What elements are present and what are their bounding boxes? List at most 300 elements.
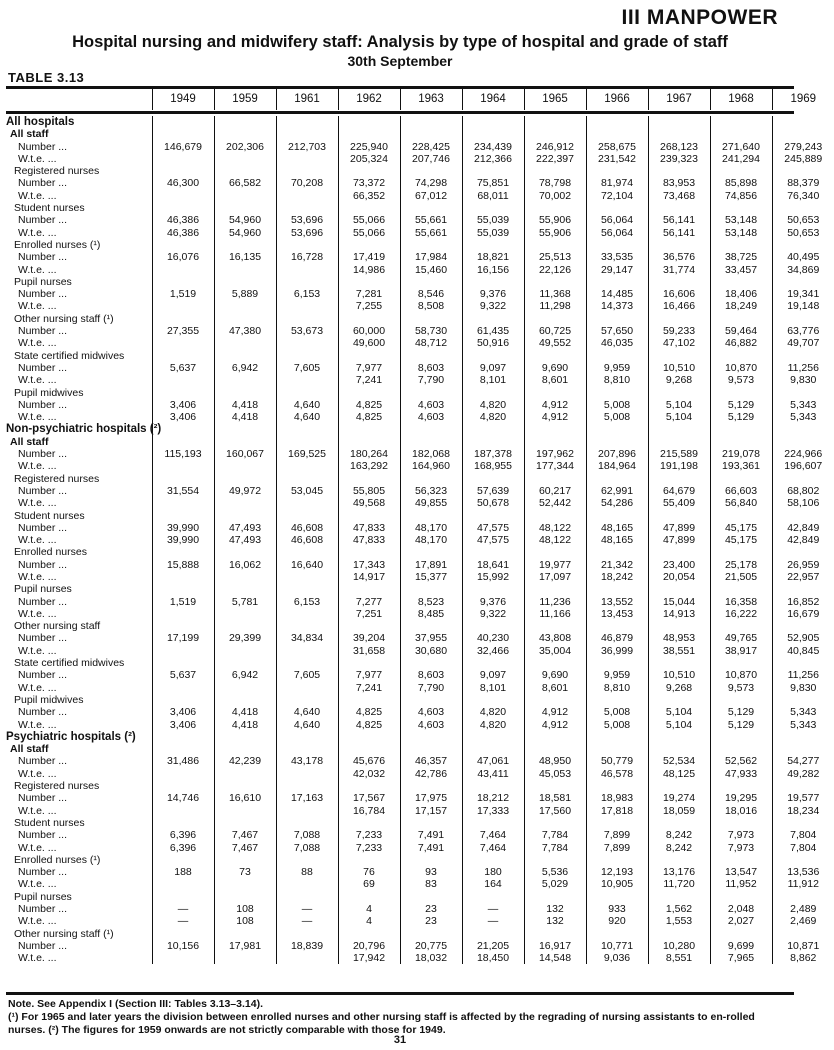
row-label: Number ... (18, 325, 68, 338)
table-cell: 180,264 (338, 448, 400, 460)
table-cell (338, 350, 400, 362)
table-row (6, 227, 834, 239)
table-cell: 17,560 (524, 805, 586, 817)
table-cell (338, 694, 400, 706)
table-cell: 5,129 (710, 399, 772, 411)
table-cell: 16,156 (462, 264, 524, 276)
table-cell (152, 743, 214, 755)
table-cell: 920 (586, 915, 648, 927)
table-cell: 5,343 (772, 399, 834, 411)
table-cell: 23,400 (648, 559, 710, 571)
table-cell: 47,061 (462, 755, 524, 767)
table-cell: 9,322 (462, 608, 524, 620)
table-cell: 132 (524, 915, 586, 927)
table-cell: 933 (586, 903, 648, 915)
year-header-cell: 1967 (648, 88, 710, 110)
table-cell: 7,804 (772, 842, 834, 854)
table-cell (524, 276, 586, 288)
table-cell: 49,765 (710, 632, 772, 644)
table-cell: 57,650 (586, 325, 648, 337)
table-cell: 7,241 (338, 374, 400, 386)
table-cell: 5,104 (648, 411, 710, 423)
table-group-row (6, 780, 834, 792)
note-line: Note. See Appendix I (Section III: Tables 3.13–3.14). (8, 998, 263, 1010)
table-cell (648, 694, 710, 706)
table-cell: 4,912 (524, 411, 586, 423)
table-cell: 68,802 (772, 485, 834, 497)
table-cell: 246,912 (524, 141, 586, 153)
table-cell (524, 928, 586, 940)
table-cell (648, 387, 710, 399)
table-cell (152, 583, 214, 595)
footnote-text: (¹) For 1965 and later years the division between enrolled nurses and other nursing staff is affected by the regrading of nursing assistants to en-rolled nurses. (²) The figures for 1959 onwards are not strictly comparable with those for 1949. (8, 1011, 755, 1036)
table-cell (276, 546, 338, 558)
table-cell: 56,141 (648, 227, 710, 239)
table-cell: 2,469 (772, 915, 834, 927)
table-cell: 17,163 (276, 792, 338, 804)
table-row (6, 337, 834, 349)
table-cell (276, 202, 338, 214)
table-cell: 64,679 (648, 485, 710, 497)
table-cell (152, 116, 214, 128)
table-cell (648, 436, 710, 448)
table-cell (586, 780, 648, 792)
table-cell (152, 510, 214, 522)
table-cell: 58,730 (400, 325, 462, 337)
table-cell: 56,323 (400, 485, 462, 497)
table-row (6, 559, 834, 571)
table-cell: 6,942 (214, 669, 276, 681)
table-cell: 188 (152, 866, 214, 878)
table-cell (152, 780, 214, 792)
table-cell: 18,234 (772, 805, 834, 817)
table-cell: 55,066 (338, 227, 400, 239)
row-label: Non-psychiatric hospitals (²) (6, 423, 162, 436)
table-cell: 17,942 (338, 952, 400, 964)
table-cell: 49,282 (772, 768, 834, 780)
table-cell: 46,879 (586, 632, 648, 644)
table-cell (586, 473, 648, 485)
table-cell: 35,004 (524, 645, 586, 657)
table-cell (276, 423, 338, 435)
row-label: Enrolled nurses (14, 546, 87, 559)
table-cell (648, 657, 710, 669)
table-cell: 46,608 (276, 522, 338, 534)
table-cell (338, 731, 400, 743)
table-cell: 48,950 (524, 755, 586, 767)
table-cell (338, 436, 400, 448)
table-cell (214, 583, 276, 595)
table-row (6, 411, 834, 423)
table-cell (524, 473, 586, 485)
table-cell (772, 657, 834, 669)
table-cell (152, 264, 214, 276)
table-cell: 48,122 (524, 534, 586, 546)
table-cell (276, 190, 338, 202)
table-cell: 6,153 (276, 288, 338, 300)
table-group-row (6, 350, 834, 362)
table-cell: 45,053 (524, 768, 586, 780)
table-cell: 17,419 (338, 251, 400, 263)
table-cell: 17,975 (400, 792, 462, 804)
table-cell: 68,011 (462, 190, 524, 202)
section-heading: III MANPOWER (621, 6, 778, 29)
row-label: Number ... (18, 140, 68, 153)
table-cell: 5,781 (214, 596, 276, 608)
table-cell: 47,493 (214, 522, 276, 534)
table-cell: 46,608 (276, 534, 338, 546)
row-label: Number ... (18, 755, 68, 768)
table-cell: 19,341 (772, 288, 834, 300)
table-cell (338, 276, 400, 288)
table-cell (524, 387, 586, 399)
table-cell: 10,771 (586, 940, 648, 952)
table-cell: 16,135 (214, 251, 276, 263)
table-cell: 16,062 (214, 559, 276, 571)
table-cell: 7,255 (338, 300, 400, 312)
table-cell: 16,610 (214, 792, 276, 804)
table-cell: 59,464 (710, 325, 772, 337)
table-cell: 29,147 (586, 264, 648, 276)
row-label: Registered nurses (14, 472, 100, 485)
table-cell: 53,148 (710, 227, 772, 239)
table-cell (152, 731, 214, 743)
table-cell: 6,153 (276, 596, 338, 608)
row-label: W.t.e. ... (18, 460, 57, 473)
year-header-cell: 1969 (772, 88, 834, 110)
table-cell: 197,962 (524, 448, 586, 460)
table-cell (524, 657, 586, 669)
table-cell (400, 583, 462, 595)
table-cell: 9,376 (462, 288, 524, 300)
table-cell (276, 510, 338, 522)
table-cell: 212,366 (462, 153, 524, 165)
table-cell: 7,605 (276, 669, 338, 681)
table-cell: 56,141 (648, 214, 710, 226)
table-row (6, 300, 834, 312)
table-cell (400, 817, 462, 829)
table-cell: 7,467 (214, 829, 276, 841)
table-cell: 55,039 (462, 227, 524, 239)
table-cell: 40,495 (772, 251, 834, 263)
table-cell: 17,097 (524, 571, 586, 583)
table-cell (462, 817, 524, 829)
table-cell: 23 (400, 915, 462, 927)
table-cell (524, 239, 586, 251)
table-cell: 27,355 (152, 325, 214, 337)
table-cell (462, 583, 524, 595)
table-cell: 54,960 (214, 227, 276, 239)
table-cell: 21,342 (586, 559, 648, 571)
table-cell (772, 350, 834, 362)
table-cell (586, 116, 648, 128)
row-label: W.t.e. ... (18, 841, 57, 854)
table-cell: 4,820 (462, 706, 524, 718)
table-cell: 48,125 (648, 768, 710, 780)
row-label: Pupil nurses (14, 275, 72, 288)
table-group-row (6, 387, 834, 399)
table-cell: 14,485 (586, 288, 648, 300)
table-cell: 7,281 (338, 288, 400, 300)
table-cell: 42,849 (772, 522, 834, 534)
table-cell (214, 608, 276, 620)
table-cell: 16,222 (710, 608, 772, 620)
table-cell (772, 817, 834, 829)
table-cell: 50,916 (462, 337, 524, 349)
table-cell (772, 891, 834, 903)
table-cell: 271,640 (710, 141, 772, 153)
table-cell (462, 387, 524, 399)
table-cell (152, 423, 214, 435)
table-cell: 2,027 (710, 915, 772, 927)
table-cell: 1,519 (152, 288, 214, 300)
row-label: W.t.e. ... (18, 644, 57, 657)
table-cell (152, 374, 214, 386)
table-cell: 18,406 (710, 288, 772, 300)
table-row (6, 485, 834, 497)
table-cell: 5,129 (710, 719, 772, 731)
table-row (6, 362, 834, 374)
table-group-row (6, 313, 834, 325)
row-label: Number ... (18, 398, 68, 411)
table-cell (276, 374, 338, 386)
table-row (6, 448, 834, 460)
table-cell: 18,016 (710, 805, 772, 817)
table-cell (586, 928, 648, 940)
table-row (6, 669, 834, 681)
table-cell (462, 436, 524, 448)
table-row (6, 190, 834, 202)
table-cell: 83 (400, 878, 462, 890)
table-cell (400, 743, 462, 755)
table-cell (152, 460, 214, 472)
page-number: 31 (393, 1034, 407, 1046)
row-label: Number ... (18, 866, 68, 879)
table-cell: 85,898 (710, 177, 772, 189)
table-cell: 60,217 (524, 485, 586, 497)
row-label: Number ... (18, 669, 68, 682)
table-cell (400, 436, 462, 448)
table-cell: 7,790 (400, 374, 462, 386)
table-cell: 9,097 (462, 362, 524, 374)
table-cell: 49,600 (338, 337, 400, 349)
table-cell (214, 928, 276, 940)
table-cell: 45,175 (710, 534, 772, 546)
table-cell (338, 817, 400, 829)
table-group-row (6, 743, 834, 755)
table-cell: 4,912 (524, 706, 586, 718)
table-cell: 5,104 (648, 719, 710, 731)
table-cell: 5,343 (772, 411, 834, 423)
table-cell: 47,380 (214, 325, 276, 337)
table-cell (152, 620, 214, 632)
table-cell (214, 128, 276, 140)
table-cell (524, 423, 586, 435)
table-cell (276, 952, 338, 964)
table-cell (152, 276, 214, 288)
table-cell (772, 436, 834, 448)
table-cell: 5,029 (524, 878, 586, 890)
table-cell (214, 731, 276, 743)
row-label: Student nurses (14, 509, 85, 522)
year-header-cell: 1961 (276, 88, 338, 110)
table-cell (462, 854, 524, 866)
table-cell: 4,825 (338, 399, 400, 411)
table-cell: 7,973 (710, 829, 772, 841)
table-cell: 7,977 (338, 669, 400, 681)
table-group-row (6, 239, 834, 251)
table-cell: 50,678 (462, 497, 524, 509)
table-cell (710, 891, 772, 903)
row-label: All hospitals (6, 116, 75, 128)
table-row (6, 141, 834, 153)
table-group-row (6, 731, 834, 743)
table-cell: 10,510 (648, 362, 710, 374)
table-cell (710, 128, 772, 140)
table-row (6, 325, 834, 337)
table-cell (710, 436, 772, 448)
table-cell (214, 645, 276, 657)
table-cell: 8,242 (648, 842, 710, 854)
table-cell (152, 436, 214, 448)
table-cell: 7,790 (400, 682, 462, 694)
table-cell: 9,268 (648, 682, 710, 694)
table-cell: 48,170 (400, 534, 462, 546)
table-cell (338, 473, 400, 485)
table-cell (276, 817, 338, 829)
table-cell: 38,725 (710, 251, 772, 263)
table-cell: 31,658 (338, 645, 400, 657)
table-row (6, 866, 834, 878)
table-cell: 26,959 (772, 559, 834, 571)
table-cell (276, 645, 338, 657)
table-cell: 14,913 (648, 608, 710, 620)
table-cell: 50,653 (772, 227, 834, 239)
row-label: All staff (10, 743, 49, 756)
table-cell (276, 878, 338, 890)
table-group-row (6, 510, 834, 522)
table-cell (524, 743, 586, 755)
table-cell: 1,519 (152, 596, 214, 608)
table-cell (462, 473, 524, 485)
table-cell (710, 817, 772, 829)
table-cell (524, 854, 586, 866)
table-cell: 225,940 (338, 141, 400, 153)
table-cell: 16,076 (152, 251, 214, 263)
table-cell: 15,377 (400, 571, 462, 583)
table-cell (214, 510, 276, 522)
table-cell: 52,442 (524, 497, 586, 509)
table-cell (772, 423, 834, 435)
table-cell (648, 891, 710, 903)
table-cell: 55,661 (400, 214, 462, 226)
table-cell: 19,148 (772, 300, 834, 312)
table-cell: 56,064 (586, 214, 648, 226)
table-cell (276, 731, 338, 743)
table-cell: 9,322 (462, 300, 524, 312)
table-cell: 4,820 (462, 399, 524, 411)
table-cell (276, 743, 338, 755)
table-cell: 7,784 (524, 842, 586, 854)
table-cell: 7,277 (338, 596, 400, 608)
table-row (6, 571, 834, 583)
table-cell: 42,239 (214, 755, 276, 767)
table-cell (214, 620, 276, 632)
row-label: W.t.e. ... (18, 300, 57, 313)
table-cell: 4,825 (338, 706, 400, 718)
row-label: W.t.e. ... (18, 878, 57, 891)
table-cell: 10,871 (772, 940, 834, 952)
table-cell: — (276, 915, 338, 927)
table-cell (214, 473, 276, 485)
table-cell: 47,833 (338, 534, 400, 546)
table-cell (772, 620, 834, 632)
table-cell: 50,653 (772, 214, 834, 226)
table-cell (586, 546, 648, 558)
table-cell: 83,953 (648, 177, 710, 189)
table-cell: 11,912 (772, 878, 834, 890)
table-cell: 34,869 (772, 264, 834, 276)
table-cell: 32,466 (462, 645, 524, 657)
table-cell: 9,690 (524, 669, 586, 681)
table-cell (338, 510, 400, 522)
table-cell (338, 583, 400, 595)
table-cell: 53,673 (276, 325, 338, 337)
table-cell: 193,361 (710, 460, 772, 472)
table-cell (400, 510, 462, 522)
table-cell (524, 313, 586, 325)
table-row (6, 608, 834, 620)
table-cell: 16,917 (524, 940, 586, 952)
table-cell (710, 423, 772, 435)
table-group-row (6, 817, 834, 829)
table-cell: 180 (462, 866, 524, 878)
table-cell: 36,999 (586, 645, 648, 657)
table-cell (710, 473, 772, 485)
table-cell (276, 239, 338, 251)
table-cell: 5,129 (710, 706, 772, 718)
table-cell (772, 928, 834, 940)
table-cell: 8,601 (524, 374, 586, 386)
table-cell: — (152, 915, 214, 927)
table-cell (400, 128, 462, 140)
table-cell: 17,818 (586, 805, 648, 817)
table-cell: 15,044 (648, 596, 710, 608)
table-cell: 6,396 (152, 842, 214, 854)
table-group-row (6, 276, 834, 288)
table-cell: 75,851 (462, 177, 524, 189)
table-cell: 48,165 (586, 534, 648, 546)
table-cell: 39,990 (152, 522, 214, 534)
table-row (6, 522, 834, 534)
table-cell (524, 694, 586, 706)
row-label: Number ... (18, 903, 68, 915)
table-cell: 70,208 (276, 177, 338, 189)
table-cell (152, 387, 214, 399)
table-cell (524, 583, 586, 595)
table-cell: 239,323 (648, 153, 710, 165)
table-cell: 9,573 (710, 374, 772, 386)
table-cell: 4,825 (338, 719, 400, 731)
table-cell (152, 891, 214, 903)
table-cell: 43,411 (462, 768, 524, 780)
table-cell: 11,236 (524, 596, 586, 608)
table-row (6, 829, 834, 841)
table-cell (648, 423, 710, 435)
row-label: Other nursing staff (¹) (14, 927, 114, 940)
year-header-cell: 1949 (152, 88, 214, 110)
table-cell: 47,833 (338, 522, 400, 534)
